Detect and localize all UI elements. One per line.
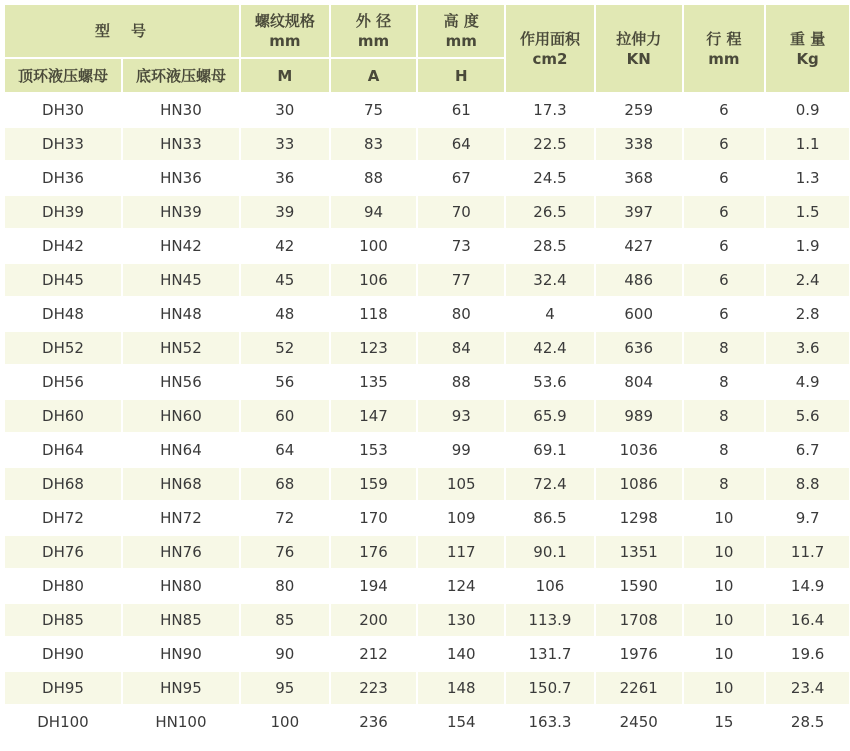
table-row — [5, 638, 849, 670]
top-nut-cell: DH90 — [5, 638, 121, 670]
thread-cell: 85 — [241, 604, 329, 636]
stroke-cell: 8 — [684, 332, 765, 364]
height-cell: 148 — [418, 672, 504, 704]
stroke-cell: 8 — [684, 468, 765, 500]
stroke-cell: 10 — [684, 638, 765, 670]
weight-cell: 1.9 — [766, 230, 849, 262]
tension-cell: 1590 — [596, 570, 682, 602]
top-nut-cell: DH64 — [5, 434, 121, 466]
area-cell: 131.7 — [506, 638, 594, 670]
table-row — [5, 706, 849, 738]
height-cell: 124 — [418, 570, 504, 602]
thread-cell: 48 — [241, 298, 329, 330]
table-row — [5, 502, 849, 534]
tension-cell: 600 — [596, 298, 682, 330]
height-cell: 84 — [418, 332, 504, 364]
area-cell: 69.1 — [506, 434, 594, 466]
stroke-cell: 8 — [684, 366, 765, 398]
weight-cell: 28.5 — [766, 706, 849, 738]
stroke-cell: 10 — [684, 672, 765, 704]
area-cell: 26.5 — [506, 196, 594, 228]
weight-cell: 8.8 — [766, 468, 849, 500]
table-row — [5, 604, 849, 636]
table-row — [5, 400, 849, 432]
thread-cell: 56 — [241, 366, 329, 398]
tension-cell: 989 — [596, 400, 682, 432]
weight-cell: 9.7 — [766, 502, 849, 534]
thread-cell: 100 — [241, 706, 329, 738]
top-nut-cell: DH100 — [5, 706, 121, 738]
height-cell: 64 — [418, 128, 504, 160]
outer-diameter-cell: 147 — [331, 400, 417, 432]
stroke-cell: 10 — [684, 536, 765, 568]
height-cell: 109 — [418, 502, 504, 534]
outer-diameter-cell: 212 — [331, 638, 417, 670]
tension-cell: 259 — [596, 94, 682, 126]
area-cell: 65.9 — [506, 400, 594, 432]
outer-diameter-cell: 106 — [331, 264, 417, 296]
area-cell: 28.5 — [506, 230, 594, 262]
outer-diameter-cell: 123 — [331, 332, 417, 364]
height-cell: 80 — [418, 298, 504, 330]
table-row — [5, 468, 849, 500]
table-row — [5, 570, 849, 602]
height-cell: 99 — [418, 434, 504, 466]
thread-cell: 80 — [241, 570, 329, 602]
stroke-cell: 6 — [684, 196, 765, 228]
height-cell: 130 — [418, 604, 504, 636]
stroke-cell: 6 — [684, 94, 765, 126]
tension-cell: 636 — [596, 332, 682, 364]
top-nut-cell: DH30 — [5, 94, 121, 126]
bottom-nut-cell: HN90 — [123, 638, 239, 670]
area-cell: 32.4 — [506, 264, 594, 296]
bottom-nut-cell: HN76 — [123, 536, 239, 568]
weight-cell: 1.3 — [766, 162, 849, 194]
bottom-nut-cell: HN39 — [123, 196, 239, 228]
weight-cell: 3.6 — [766, 332, 849, 364]
tension-cell: 1036 — [596, 434, 682, 466]
weight-cell: 14.9 — [766, 570, 849, 602]
top-nut-cell: DH48 — [5, 298, 121, 330]
stroke-header: 行 程 mm — [684, 5, 765, 92]
stroke-cell: 10 — [684, 502, 765, 534]
stroke-cell: 6 — [684, 264, 765, 296]
top-nut-cell: DH36 — [5, 162, 121, 194]
area-cell: 86.5 — [506, 502, 594, 534]
tension-cell: 1976 — [596, 638, 682, 670]
weight-cell: 1.5 — [766, 196, 849, 228]
weight-cell: 5.6 — [766, 400, 849, 432]
outer-diameter-cell: 100 — [331, 230, 417, 262]
bottom-nut-cell: HN60 — [123, 400, 239, 432]
bottom-nut-cell: HN72 — [123, 502, 239, 534]
top-nut-cell: DH45 — [5, 264, 121, 296]
thread-cell: 42 — [241, 230, 329, 262]
stroke-cell: 10 — [684, 570, 765, 602]
top-nut-cell: DH72 — [5, 502, 121, 534]
height-cell: 70 — [418, 196, 504, 228]
bottom-nut-cell: HN30 — [123, 94, 239, 126]
weight-cell: 6.7 — [766, 434, 849, 466]
outer-diameter-cell: 223 — [331, 672, 417, 704]
model-header: 型 号 — [5, 5, 239, 57]
table-row — [5, 298, 849, 330]
thread-cell: 95 — [241, 672, 329, 704]
top-nut-cell: DH68 — [5, 468, 121, 500]
stroke-cell: 10 — [684, 604, 765, 636]
thread-cell: 33 — [241, 128, 329, 160]
top-nut-cell: DH95 — [5, 672, 121, 704]
stroke-cell: 6 — [684, 230, 765, 262]
outer-diameter-cell: 170 — [331, 502, 417, 534]
bottom-nut-cell: HN68 — [123, 468, 239, 500]
height-cell: 93 — [418, 400, 504, 432]
tension-header: 拉伸力 KN — [596, 5, 682, 92]
height-symbol: H — [418, 59, 504, 92]
top-nut-cell: DH85 — [5, 604, 121, 636]
stroke-cell: 6 — [684, 162, 765, 194]
weight-cell: 4.9 — [766, 366, 849, 398]
area-cell: 90.1 — [506, 536, 594, 568]
area-cell: 53.6 — [506, 366, 594, 398]
top-nut-cell: DH42 — [5, 230, 121, 262]
tension-cell: 1086 — [596, 468, 682, 500]
thread-cell: 60 — [241, 400, 329, 432]
tension-cell: 2261 — [596, 672, 682, 704]
bottom-nut-header: 底环液压螺母 — [123, 59, 239, 92]
tension-cell: 1298 — [596, 502, 682, 534]
thread-cell: 45 — [241, 264, 329, 296]
outer-diameter-symbol: A — [331, 59, 417, 92]
top-nut-cell: DH80 — [5, 570, 121, 602]
area-cell: 150.7 — [506, 672, 594, 704]
table-row — [5, 536, 849, 568]
tension-cell: 368 — [596, 162, 682, 194]
thread-cell: 36 — [241, 162, 329, 194]
weight-cell: 0.9 — [766, 94, 849, 126]
table-body — [5, 94, 849, 738]
top-nut-cell: DH60 — [5, 400, 121, 432]
weight-cell: 16.4 — [766, 604, 849, 636]
stroke-cell: 6 — [684, 128, 765, 160]
top-nut-cell: DH39 — [5, 196, 121, 228]
bottom-nut-cell: HN95 — [123, 672, 239, 704]
outer-diameter-cell: 200 — [331, 604, 417, 636]
outer-diameter-cell: 88 — [331, 162, 417, 194]
top-nut-header: 顶环液压螺母 — [5, 59, 121, 92]
outer-diameter-cell: 75 — [331, 94, 417, 126]
outer-diameter-cell: 135 — [331, 366, 417, 398]
thread-cell: 90 — [241, 638, 329, 670]
outer-diameter-cell: 153 — [331, 434, 417, 466]
area-cell: 24.5 — [506, 162, 594, 194]
bottom-nut-cell: HN64 — [123, 434, 239, 466]
outer-diameter-cell: 118 — [331, 298, 417, 330]
height-cell: 154 — [418, 706, 504, 738]
thread-symbol: M — [241, 59, 329, 92]
height-cell: 140 — [418, 638, 504, 670]
area-cell: 72.4 — [506, 468, 594, 500]
weight-cell: 1.1 — [766, 128, 849, 160]
spec-table — [3, 3, 850, 740]
bottom-nut-cell: HN45 — [123, 264, 239, 296]
table-row — [5, 128, 849, 160]
outer-diameter-cell: 83 — [331, 128, 417, 160]
thread-cell: 30 — [241, 94, 329, 126]
table-row — [5, 434, 849, 466]
thread-cell: 76 — [241, 536, 329, 568]
bottom-nut-cell: HN48 — [123, 298, 239, 330]
tension-cell: 427 — [596, 230, 682, 262]
weight-cell: 23.4 — [766, 672, 849, 704]
tension-cell: 397 — [596, 196, 682, 228]
height-cell: 77 — [418, 264, 504, 296]
tension-cell: 338 — [596, 128, 682, 160]
stroke-cell: 8 — [684, 400, 765, 432]
tension-cell: 2450 — [596, 706, 682, 738]
area-cell: 113.9 — [506, 604, 594, 636]
weight-cell: 2.4 — [766, 264, 849, 296]
outer-diameter-cell: 236 — [331, 706, 417, 738]
table-row — [5, 162, 849, 194]
bottom-nut-cell: HN42 — [123, 230, 239, 262]
area-cell: 17.3 — [506, 94, 594, 126]
height-cell: 88 — [418, 366, 504, 398]
stroke-cell: 15 — [684, 706, 765, 738]
weight-cell: 19.6 — [766, 638, 849, 670]
bottom-nut-cell: HN33 — [123, 128, 239, 160]
outer-diameter-header: 外 径 mm — [331, 5, 417, 57]
outer-diameter-cell: 194 — [331, 570, 417, 602]
stroke-cell: 8 — [684, 434, 765, 466]
thread-cell: 64 — [241, 434, 329, 466]
height-cell: 117 — [418, 536, 504, 568]
tension-cell: 486 — [596, 264, 682, 296]
weight-cell: 11.7 — [766, 536, 849, 568]
outer-diameter-cell: 159 — [331, 468, 417, 500]
bottom-nut-cell: HN85 — [123, 604, 239, 636]
top-nut-cell: DH33 — [5, 128, 121, 160]
bottom-nut-cell: HN80 — [123, 570, 239, 602]
top-nut-cell: DH52 — [5, 332, 121, 364]
top-nut-cell: DH76 — [5, 536, 121, 568]
table-row — [5, 332, 849, 364]
area-header: 作用面积 cm2 — [506, 5, 594, 92]
area-cell: 42.4 — [506, 332, 594, 364]
thread-cell: 68 — [241, 468, 329, 500]
table-row — [5, 94, 849, 126]
tension-cell: 804 — [596, 366, 682, 398]
area-cell: 106 — [506, 570, 594, 602]
height-header: 高 度 mm — [418, 5, 504, 57]
table-row — [5, 196, 849, 228]
area-cell: 4 — [506, 298, 594, 330]
height-cell: 105 — [418, 468, 504, 500]
outer-diameter-cell: 94 — [331, 196, 417, 228]
outer-diameter-cell: 176 — [331, 536, 417, 568]
table-row — [5, 264, 849, 296]
top-nut-cell: DH56 — [5, 366, 121, 398]
table-row — [5, 366, 849, 398]
bottom-nut-cell: HN56 — [123, 366, 239, 398]
bottom-nut-cell: HN52 — [123, 332, 239, 364]
area-cell: 163.3 — [506, 706, 594, 738]
table-row — [5, 672, 849, 704]
weight-cell: 2.8 — [766, 298, 849, 330]
tension-cell: 1708 — [596, 604, 682, 636]
tension-cell: 1351 — [596, 536, 682, 568]
height-cell: 61 — [418, 94, 504, 126]
thread-cell: 52 — [241, 332, 329, 364]
height-cell: 67 — [418, 162, 504, 194]
weight-header: 重 量 Kg — [766, 5, 849, 92]
bottom-nut-cell: HN100 — [123, 706, 239, 738]
thread-cell: 39 — [241, 196, 329, 228]
area-cell: 22.5 — [506, 128, 594, 160]
height-cell: 73 — [418, 230, 504, 262]
bottom-nut-cell: HN36 — [123, 162, 239, 194]
thread-cell: 72 — [241, 502, 329, 534]
thread-header: 螺纹规格 mm — [241, 5, 329, 57]
table-row — [5, 230, 849, 262]
stroke-cell: 6 — [684, 298, 765, 330]
